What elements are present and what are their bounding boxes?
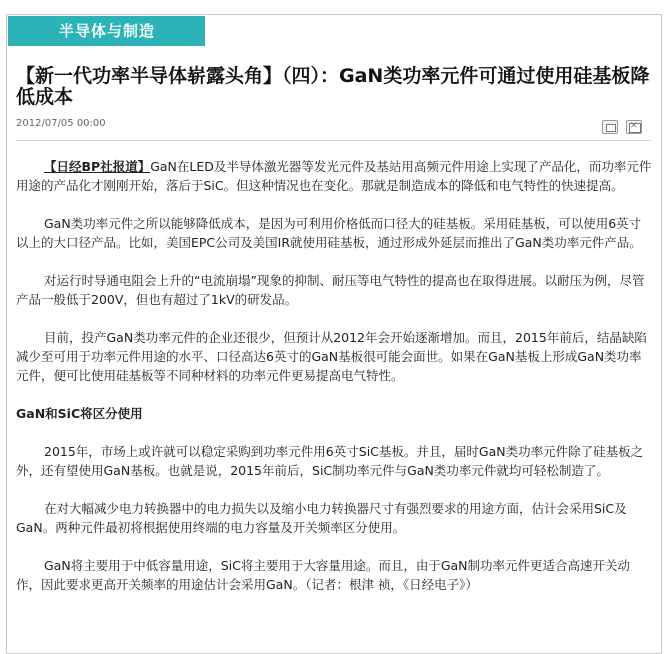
- mail-icon[interactable]: [626, 120, 642, 134]
- article-date: 2012/07/05 00:00: [16, 118, 106, 129]
- paragraph: 对运行时导通电阻会上升的“电流崩塌”现象的抑制、耐压等电气特性的提高也在取得进展。以耐压为例，尽管产品一般低于200V，但也有超过了1kV的研发品。: [16, 273, 645, 307]
- paragraph: 2015年，市场上或许就可以稳定采购到功率元件用6英寸SiC基板。并且，届时GaN类功率元件除了硅基板之外，还有望使用GaN基板。也就是说，2015年前后，SiC制功率元件与GaN类功率元件就均可轻松制造了。: [16, 444, 644, 478]
- source-link[interactable]: 【日经BP社报道】: [44, 159, 151, 174]
- paragraph: GaN类功率元件之所以能够降低成本，是因为可利用价格低而口径大的硅基板。采用硅基板，可以使用6英寸以上的大口径产品。比如，美国EPC公司及美国IR就使用硅基板，通过形成外延层而推出了GaN类功率元件产品。: [16, 216, 642, 250]
- paragraph: [16, 157, 652, 195]
- article-title: 【新一代功率半导体崭露头角】（四）：GaN类功率元件可通过使用硅基板降低成本: [16, 65, 650, 108]
- category-label[interactable]: 半导体与制造: [8, 16, 205, 46]
- divider: [16, 140, 652, 141]
- article-body: [16, 157, 652, 613]
- section-heading: GaN和SiC将区分使用: [16, 406, 143, 421]
- article-meta: [16, 118, 652, 142]
- paragraph: 目前，投产GaN类功率元件的企业还很少，但预计从2012年会开始逐渐增加。而且，2015年前后，结晶缺陷减少至可用于功率元件用途的水平、口径高达6英寸的GaN基板很可能会面世。如果在GaN基板上形成GaN类功率元件，便可比使用硅基板等不同种材料的功率元件更易提高电气特性。: [16, 330, 647, 383]
- paragraph: GaN将主要用于中低容量用途，SiC将主要用于大容量用途。而且，由于GaN制功率元件更适合高速开关动作，因此要求更高开关频率的用途估计会采用GaN。（记者：根津 祯，《日经电子》）: [16, 558, 631, 592]
- paragraph: 在对大幅减少电力转换器中的电力损失以及缩小电力转换器尺寸有强烈要求的用途方面，估计会采用SiC及GaN。两种元件最初将根据使用终端的电力容量及开关频率区分使用。: [16, 501, 627, 535]
- print-icon[interactable]: [602, 120, 618, 134]
- paragraph-text: GaN在LED及半导体激光器等发光元件及基站用高频元件用途上实现了产品化，而功率元件用途的产品化才刚刚开始，落后于SiC。但这种情况也在变化。那就是制造成本的降低和电气特性的快速提高。: [16, 159, 652, 193]
